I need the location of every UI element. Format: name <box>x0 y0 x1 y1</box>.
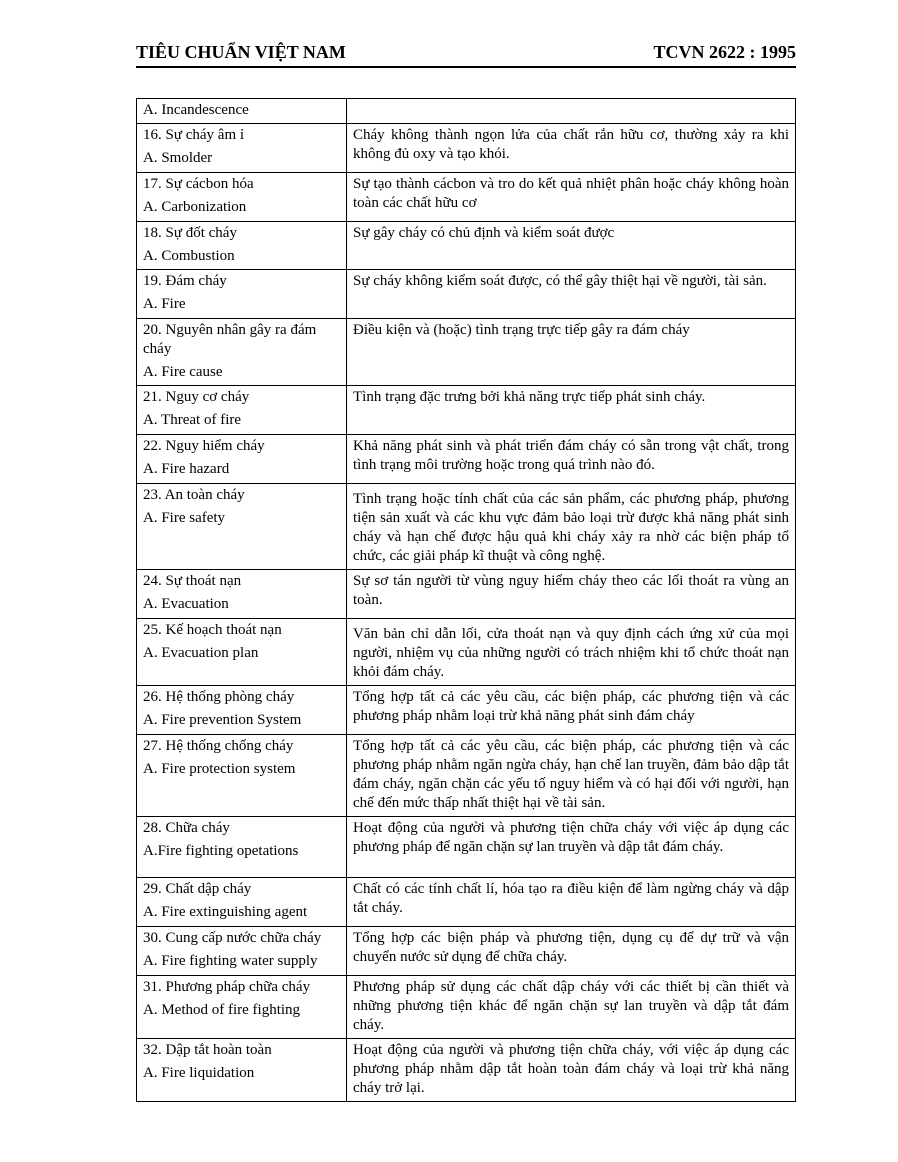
term-cell <box>137 878 347 927</box>
table-row <box>137 735 796 817</box>
term-cell <box>137 484 347 570</box>
term-cell <box>137 1039 347 1102</box>
page-header <box>136 40 796 68</box>
table-row <box>137 976 796 1039</box>
term-english: A. Fire hazard <box>143 461 230 477</box>
term-vietnamese: 32. Dập tắt hoàn toàn <box>143 1042 272 1058</box>
term-cell <box>137 927 347 976</box>
term-vietnamese: 26. Hệ thống phòng cháy <box>143 689 295 705</box>
definition-cell: Hoạt động của người và phương tiện chữa cháy, với việc áp dụng các phương pháp nhằm dập tắt hoàn toàn đám cháy và loại trừ khả năng cháy trở lại. <box>347 1039 796 1102</box>
term-vietnamese: 23. An toàn cháy <box>143 487 245 503</box>
table-row <box>137 878 796 927</box>
term-cell <box>137 173 347 222</box>
definition-cell: Sự tạo thành cácbon và tro do kết quả nhiệt phân hoặc cháy không hoàn toàn các chất hữu cơ <box>347 173 796 222</box>
term-cell <box>137 386 347 435</box>
term-vietnamese: 21. Nguy cơ cháy <box>143 389 250 405</box>
terms-table-body <box>137 99 796 1102</box>
term-vietnamese: 28. Chữa cháy <box>143 820 230 836</box>
definition-cell: Sự cháy không kiểm soát được, có thể gây thiệt hại về người, tài sản. <box>347 270 796 319</box>
term-english: A. Carbonization <box>143 199 247 215</box>
terms-table <box>136 98 796 1102</box>
term-english: A. Combustion <box>143 248 235 264</box>
table-row <box>137 619 796 686</box>
term-english: A. Evacuation <box>143 596 229 612</box>
table-row <box>137 435 796 484</box>
definition-cell: Cháy không thành ngọn lửa của chất rắn hữu cơ, thường xảy ra khi không đủ oxy và tạo khói. <box>347 124 796 173</box>
table-row <box>137 173 796 222</box>
table-row <box>137 570 796 619</box>
term-english: A.Fire fighting opetations <box>143 843 299 859</box>
definition-cell: Tổng hợp các biện pháp và phương tiện, dụng cụ để dự trữ và vận chuyển nước sử dụng để chữa cháy. <box>347 927 796 976</box>
term-vietnamese: 17. Sự cácbon hóa <box>143 176 254 192</box>
term-vietnamese: 27. Hệ thống chống cháy <box>143 738 294 754</box>
definition-cell: Phương pháp sử dụng các chất dập cháy với các thiết bị cần thiết và những phương tiện khác để ngăn chặn sự lan truyền và dập tắt đám cháy. <box>347 976 796 1039</box>
definition-cell: Điều kiện và (hoặc) tình trạng trực tiếp gây ra đám cháy <box>347 319 796 386</box>
term-vietnamese: 16. Sự cháy âm ỉ <box>143 127 245 143</box>
term-cell <box>137 570 347 619</box>
standard-title: TIÊU CHUẨN VIỆT NAM <box>136 42 346 62</box>
definition-cell: Tổng hợp tất cả các yêu cầu, các biện pháp, các phương tiện và các phương pháp nhằm ngăn ngừa cháy, hạn chế lan truyền, đảm bảo dập tắt đám cháy, ngăn chặn các yếu tố nguy hiểm và có hại đối với người, hạn chế đến mức thấp nhất thiệt hại về tài sản. <box>347 735 796 817</box>
term-cell <box>137 319 347 386</box>
term-english: A. Fire cause <box>143 364 223 380</box>
table-row <box>137 1039 796 1102</box>
term-english: A. Incandescence <box>143 102 249 118</box>
term-cell <box>137 619 347 686</box>
term-english: A. Evacuation plan <box>143 645 259 661</box>
term-vietnamese: 22. Nguy hiểm cháy <box>143 438 265 454</box>
term-cell <box>137 735 347 817</box>
term-cell <box>137 976 347 1039</box>
table-row <box>137 386 796 435</box>
definition-cell: Tổng hợp tất cả các yêu cầu, các biện pháp, các phương tiện và các phương pháp nhằm loại trừ khả năng phát sinh đám cháy <box>347 686 796 735</box>
term-cell <box>137 817 347 878</box>
definition-cell <box>347 99 796 124</box>
term-english: A. Fire liquidation <box>143 1065 255 1081</box>
term-cell <box>137 222 347 270</box>
term-vietnamese: 31. Phương pháp chữa cháy <box>143 979 311 995</box>
term-cell <box>137 99 347 124</box>
term-english: A. Fire protection system <box>143 761 296 777</box>
table-row <box>137 319 796 386</box>
definition-cell: Tình trạng đặc trưng bởi khả năng trực tiếp phát sinh cháy. <box>347 386 796 435</box>
definition-cell: Sự sơ tán người từ vùng nguy hiểm cháy theo các lối thoát ra vùng an toàn. <box>347 570 796 619</box>
term-vietnamese: 20. Nguyên nhân gây ra đám cháy <box>143 322 317 357</box>
term-vietnamese: 30. Cung cấp nước chữa cháy <box>143 930 322 946</box>
table-row <box>137 222 796 270</box>
term-english: A. Fire extinguishing agent <box>143 904 308 920</box>
term-english: A. Fire safety <box>143 510 226 526</box>
standard-code: TCVN 2622 : 1995 <box>653 42 796 62</box>
term-english: A. Smolder <box>143 150 213 166</box>
table-row <box>137 927 796 976</box>
term-english: A. Fire <box>143 296 186 312</box>
definition-cell: Khả năng phát sinh và phát triển đám cháy có sẵn trong vật chất, trong tình trạng môi trường hoặc trong quá trình nào đó. <box>347 435 796 484</box>
table-row <box>137 817 796 878</box>
table-row <box>137 99 796 124</box>
definition-cell: Sự gây cháy có chủ định và kiểm soát được <box>347 222 796 270</box>
definition-cell: Chất có các tính chất lí, hóa tạo ra điều kiện để làm ngừng cháy và dập tắt cháy. <box>347 878 796 927</box>
definition-cell: Văn bản chỉ dẫn lối, cửa thoát nạn và quy định cách ứng xử của mọi người, nhiệm vụ của những người có trách nhiệm khi tổ chức thoát nạn khỏi đám cháy. <box>347 619 796 686</box>
term-cell <box>137 435 347 484</box>
term-cell <box>137 686 347 735</box>
term-vietnamese: 29. Chất dập cháy <box>143 881 252 897</box>
term-english: A. Threat of fire <box>143 412 242 428</box>
term-cell <box>137 124 347 173</box>
definition-cell: Tình trạng hoặc tính chất của các sản phẩm, các phương pháp, phương tiện sản xuất và các khu vực đảm bảo loại trừ được khả năng phát sinh cháy và hạn chế được hậu quả khi cháy xảy ra nhờ các biện pháp tổ chức, các giải pháp kĩ thuật và công nghệ. <box>347 484 796 570</box>
term-vietnamese: 18. Sự đốt cháy <box>143 225 237 241</box>
term-vietnamese: 19. Đám cháy <box>143 273 227 289</box>
term-english: A. Method of fire fighting <box>143 1002 301 1018</box>
definition-cell: Hoạt động của người và phương tiện chữa cháy với việc áp dụng các phương pháp để ngăn chặn sự lan truyền và dập tắt đám cháy. <box>347 817 796 878</box>
term-english: A. Fire fighting water supply <box>143 953 318 969</box>
table-row <box>137 270 796 319</box>
term-cell <box>137 270 347 319</box>
table-row <box>137 484 796 570</box>
table-row <box>137 124 796 173</box>
term-vietnamese: 25. Kế hoạch thoát nạn <box>143 622 282 638</box>
term-english: A. Fire prevention System <box>143 712 302 728</box>
term-vietnamese: 24. Sự thoát nạn <box>143 573 242 589</box>
table-row <box>137 686 796 735</box>
